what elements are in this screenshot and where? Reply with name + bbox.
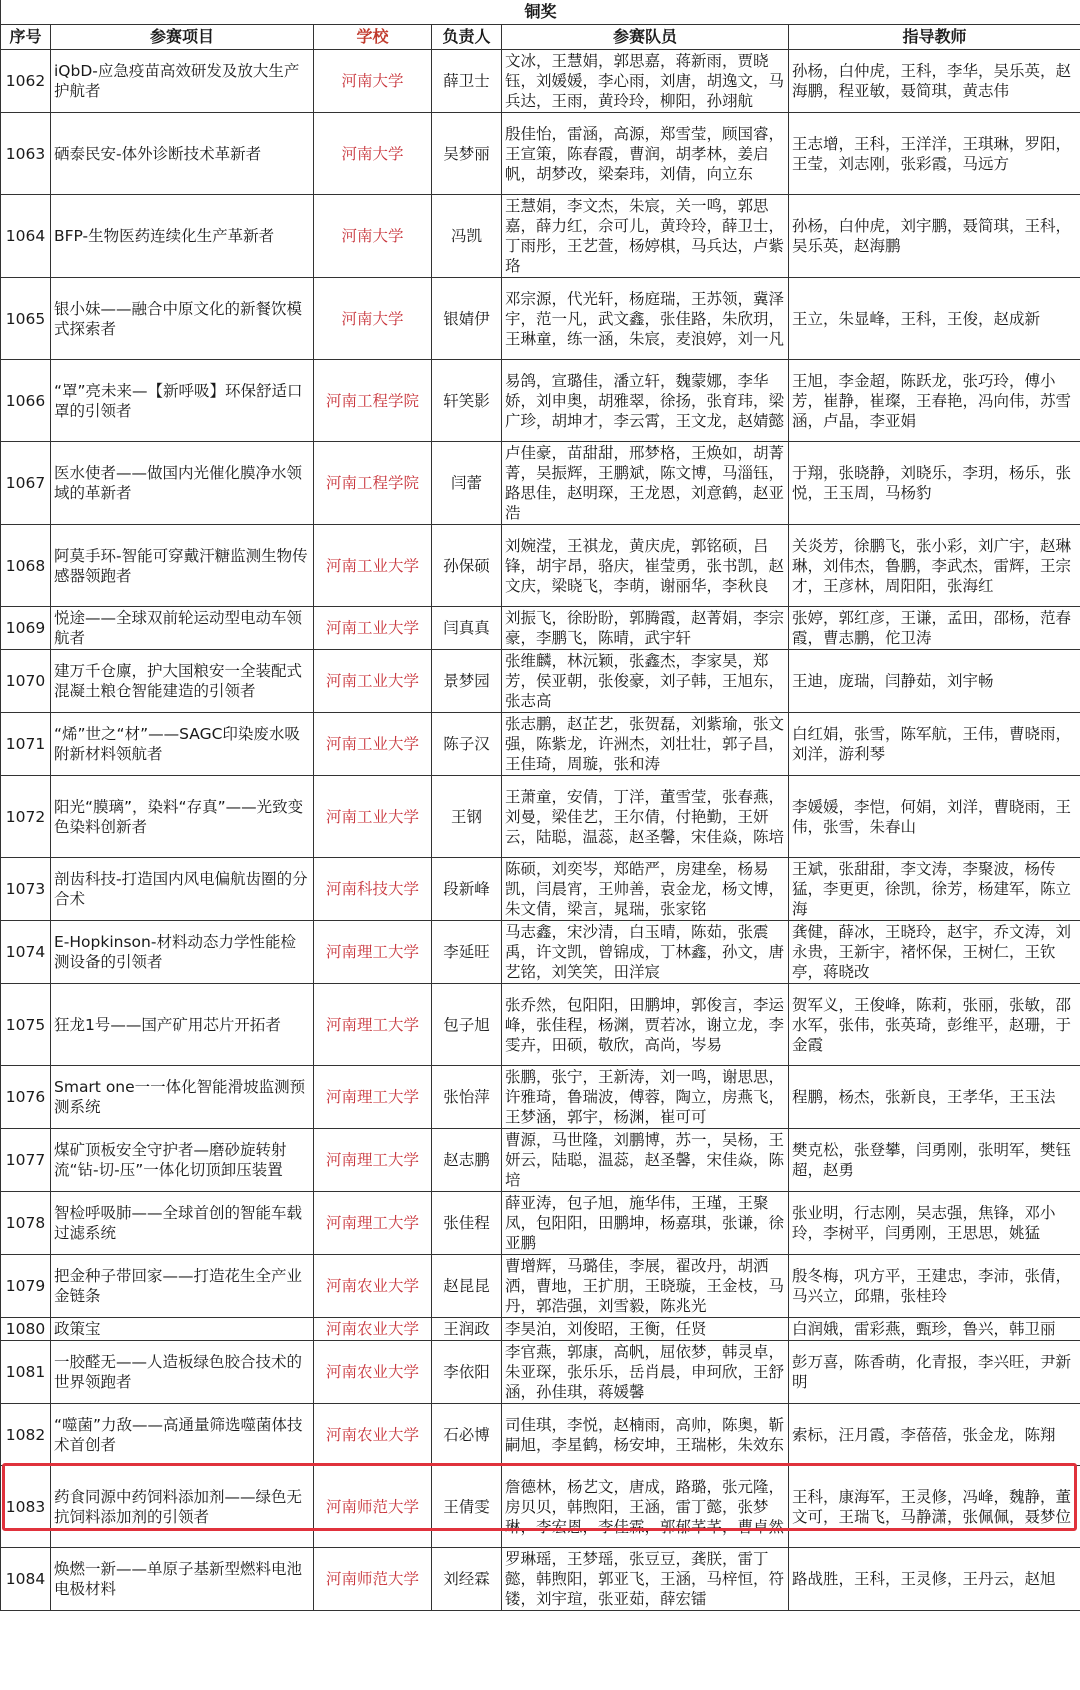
advisors: 路战胜，王科，王灵修，王丹云，赵旭 [789, 1548, 1080, 1611]
advisors: 贺军义，王俊峰，陈莉，张丽，张敏，邵水军，张伟，张英琦，彭维平，赵珊，于金霞 [789, 984, 1080, 1066]
school-name: 河南大学 [314, 195, 432, 278]
table-row [1, 1318, 1080, 1341]
row-number: 1067 [1, 442, 51, 525]
school-name: 河南工业大学 [314, 650, 432, 713]
table-row [1, 360, 1080, 442]
school-name: 河南大学 [314, 278, 432, 360]
row-number: 1072 [1, 776, 51, 858]
row-number: 1080 [1, 1318, 51, 1341]
table-row [1, 1466, 1080, 1548]
team-leader: 赵志鹏 [432, 1129, 502, 1192]
table-row [1, 858, 1080, 921]
advisors: 殷冬梅，巩方平，王建忠，李沛，张倩，马兴立，邱鼎，张桂玲 [789, 1255, 1080, 1318]
team-members: 马志鑫，宋沙清，白玉晴，陈茹，张震禹，许文凯，曾锦成，丁林鑫，孙文，唐艺铭，刘笑笑，田洋宸 [502, 921, 789, 984]
row-number: 1070 [1, 650, 51, 713]
advisors: 孙杨，白仲虎，王科，李华，吴乐英，赵海鹏，程亚敏，聂简琪，黄志伟 [789, 50, 1080, 113]
project-name: “噬菌”力敌——高通量筛选噬菌体技术首创者 [51, 1404, 314, 1466]
advisors: 索标，汪月霞，李蓓蓓，张金龙，陈翔 [789, 1404, 1080, 1466]
team-members: 薛亚涛，包子旭，施华伟，王瑾，王聚凤，包阳阳，田鹏坤，杨嘉琪，张谦，徐亚鹏 [502, 1192, 789, 1255]
team-leader: 薛卫士 [432, 50, 502, 113]
row-number: 1064 [1, 195, 51, 278]
team-members: 张鹏，张宁，王新涛，刘一鸣，谢思思，许雅琦，鲁瑞波，傅蓉，陶立，房燕飞，王梦涵，郭宇，杨渊，崔可可 [502, 1066, 789, 1129]
header-project: 参赛项目 [51, 25, 314, 50]
header-school: 学校 [314, 25, 432, 50]
school-name: 河南农业大学 [314, 1255, 432, 1318]
advisors: 王立，朱显峰，王科，王俊，赵成新 [789, 278, 1080, 360]
project-name: 剖齿科技-打造国内风电偏航齿圈的分合术 [51, 858, 314, 921]
row-number: 1076 [1, 1066, 51, 1129]
team-members: 卢佳豪，苗甜甜，邢梦格，王焕如，胡菁菁，吴振辉，王鹏斌，陈文博，马淄钰，路思佳，赵明琛，王龙恩，刘意鹤，赵亚浩 [502, 442, 789, 525]
table-row [1, 713, 1080, 776]
team-members: 邓宗源，代光轩，杨庭瑞，王苏领，冀泽宇，范一凡，武文鑫，张佳路，朱欣玥，王琳童，练一涵，朱宸，麦浪婷，刘一凡 [502, 278, 789, 360]
project-name: 医水使者——做国内光催化膜净水领域的革新者 [51, 442, 314, 525]
team-leader: 段新峰 [432, 858, 502, 921]
advisors: 程鹏，杨杰，张新良，王孝华，王玉法 [789, 1066, 1080, 1129]
row-number: 1062 [1, 50, 51, 113]
table-row [1, 1066, 1080, 1129]
team-members: 张维麟，林沅颖，张鑫杰，李家昊，郑芳，侯亚朝，张俊豪，刘子韩，王旭东，张志高 [502, 650, 789, 713]
school-name: 河南工程学院 [314, 442, 432, 525]
team-members: 王慧娟，李文杰，朱宸，关一鸣，郭思嘉，薛力红，佘可儿，黄玲玲，薛卫士，丁雨彤，王艺萱，杨婷棋，马兵达，卢紫珞 [502, 195, 789, 278]
table-caption: 铜奖 [1, 0, 1080, 25]
table-row [1, 1341, 1080, 1404]
school-name: 河南工业大学 [314, 607, 432, 650]
table-row [1, 525, 1080, 607]
project-name: 阿莫手环-智能可穿戴汗糖监测生物传感器领跑者 [51, 525, 314, 607]
project-name: 把金种子带回家——打造花生全产业金链条 [51, 1255, 314, 1318]
team-members: 陈硕，刘奕岑，郑皓严，房建垒，杨易凯，闫晨宵，王帅善，袁金龙，杨文博，朱文倩，梁言，晁瑞，张家铭 [502, 858, 789, 921]
project-name: Smart one一一体化智能滑坡监测预测系统 [51, 1066, 314, 1129]
row-number: 1083 [1, 1466, 51, 1548]
school-name: 河南工业大学 [314, 776, 432, 858]
project-name: 银小妹——融合中原文化的新餐饮模式探索者 [51, 278, 314, 360]
table-row [1, 1548, 1080, 1611]
table-row [1, 650, 1080, 713]
row-number: 1081 [1, 1341, 51, 1404]
header-teachers: 指导教师 [789, 25, 1080, 50]
row-number: 1073 [1, 858, 51, 921]
row-number: 1065 [1, 278, 51, 360]
project-name: “罩”亮未来—【新呼吸】环保舒适口罩的引领者 [51, 360, 314, 442]
school-name: 河南理工大学 [314, 984, 432, 1066]
team-leader: 陈子汉 [432, 713, 502, 776]
row-number: 1084 [1, 1548, 51, 1611]
team-leader: 轩笑影 [432, 360, 502, 442]
team-leader: 王钢 [432, 776, 502, 858]
project-name: 硒泰民安-体外诊断技术革新者 [51, 113, 314, 195]
advisors: 张业明，行志刚，吴志强，焦锋，邓小玲，李树平，闫勇刚，王思思，姚猛 [789, 1192, 1080, 1255]
team-leader: 冯凯 [432, 195, 502, 278]
team-members: 文冰，王慧娟，郭思嘉，蒋新雨，贾晓钰，刘媛媛，李心雨，刘唐，胡逸文，马兵达，王雨，黄玲玲，柳阳，孙翊航 [502, 50, 789, 113]
team-members: 李昊泊，刘俊昭，王衡，任贤 [502, 1318, 789, 1341]
row-number: 1069 [1, 607, 51, 650]
table-row [1, 278, 1080, 360]
project-name: BFP-生物医药连续化生产革新者 [51, 195, 314, 278]
team-leader: 银婧伊 [432, 278, 502, 360]
row-number: 1066 [1, 360, 51, 442]
table-row [1, 1129, 1080, 1192]
school-name: 河南农业大学 [314, 1404, 432, 1466]
table-row [1, 1192, 1080, 1255]
team-members: 詹德林，杨艺文，唐成，路璐，张元隆，房贝贝，韩煦阳，王涵，雷丁懿，张梦琳，李宏恩，李佳霖，郭郁芊芊，曹卓然 [502, 1466, 789, 1548]
school-name: 河南师范大学 [314, 1466, 432, 1548]
team-leader: 石必博 [432, 1404, 502, 1466]
advisors: 白红娟，张雪，陈军航，王伟，曹晓雨，刘洋，游利琴 [789, 713, 1080, 776]
school-name: 河南农业大学 [314, 1341, 432, 1404]
school-name: 河南科技大学 [314, 858, 432, 921]
table-row [1, 776, 1080, 858]
advisors: 关炎芳，徐鹏飞，张小彩，刘广宇，赵琳琳，刘伟杰，鲁鹏，李武杰，雷辉，王宗才，王彦林，周阳阳，张海红 [789, 525, 1080, 607]
school-name: 河南理工大学 [314, 1129, 432, 1192]
school-name: 河南工业大学 [314, 713, 432, 776]
header-no: 序号 [1, 25, 51, 50]
row-number: 1068 [1, 525, 51, 607]
team-leader: 刘经霖 [432, 1548, 502, 1611]
school-name: 河南工程学院 [314, 360, 432, 442]
header-members: 参赛队员 [502, 25, 789, 50]
advisors: 王科，康海军，王灵修，冯峰，魏静，董文可，王瑞飞，马静潇，张佩佩，聂梦位 [789, 1466, 1080, 1548]
project-name: 智检呼吸肺——全球首创的智能车载过滤系统 [51, 1192, 314, 1255]
team-leader: 孙保硕 [432, 525, 502, 607]
table-row [1, 442, 1080, 525]
team-leader: 李延旺 [432, 921, 502, 984]
table-caption-row [1, 0, 1080, 25]
team-members: 易鸽，宣璐佳，潘立轩，魏蒙娜，李华娇，刘申奥，胡雅翠，徐扬，张育玮，梁广珍，胡坤才，李云霄，王文龙，赵婧懿 [502, 360, 789, 442]
advisors: 白润娥，雷彩燕，甄珍，鲁兴，韩卫丽 [789, 1318, 1080, 1341]
table-row [1, 1404, 1080, 1466]
team-members: 司佳琪，李悦，赵楠雨，高帅，陈奥，靳嗣旭，李星鹤，杨安坤，王瑞彬，朱效东 [502, 1404, 789, 1466]
team-members: 张乔然，包阳阳，田鹏坤，郭俊言，李运峰，张佳程，杨渊，贾若冰，谢立龙，李雯卉，田硕，敬欣，高尚，岑易 [502, 984, 789, 1066]
row-number: 1071 [1, 713, 51, 776]
team-members: 殷佳怡，雷涵，高源，郑雪莹，顾国睿，王宣策，陈春霞，曹润，胡孝林，姜启帆，胡梦改，梁秦玮，刘倩，向立东 [502, 113, 789, 195]
row-number: 1078 [1, 1192, 51, 1255]
team-leader: 张怡萍 [432, 1066, 502, 1129]
team-members: 刘婉滢，王祺龙，黄庆虎，郭铭硕，吕锋，胡宇昂，骆庆，崔莹勇，张书凯，赵文庆，梁晓飞，李萌，谢丽华，李秋良 [502, 525, 789, 607]
table-row [1, 195, 1080, 278]
school-name: 河南大学 [314, 50, 432, 113]
advisors: 彭万喜，陈香萌，化青报，李兴旺，尹新明 [789, 1341, 1080, 1404]
table-row [1, 984, 1080, 1066]
team-leader: 景梦园 [432, 650, 502, 713]
school-name: 河南师范大学 [314, 1548, 432, 1611]
advisors: 张婷，郭红彦，王谦，孟田，邵杨，范春霞，曹志鹏，佗卫涛 [789, 607, 1080, 650]
table-row [1, 113, 1080, 195]
project-name: 建万千仓廪，护大国粮安一全装配式混凝土粮仓智能建造的引领者 [51, 650, 314, 713]
school-name: 河南理工大学 [314, 921, 432, 984]
team-leader: 王润政 [432, 1318, 502, 1341]
project-name: E-Hopkinson-材料动态力学性能检测设备的引领者 [51, 921, 314, 984]
advisors: 李媛媛，李恺，何娟，刘洋，曹晓雨，王伟，张雪，朱春山 [789, 776, 1080, 858]
advisors: 龚健，薛冰，王晓玲，赵宇，乔文涛，刘永贵，王新宇，褚怀保，王树仁，王钦亭，蒋晓改 [789, 921, 1080, 984]
row-number: 1075 [1, 984, 51, 1066]
team-leader: 李依阳 [432, 1341, 502, 1404]
row-number: 1077 [1, 1129, 51, 1192]
advisors: 于翔，张晓静，刘晓乐，李玥，杨乐，张悦，王玉周，马杨豹 [789, 442, 1080, 525]
advisors: 王斌，张甜甜，李文涛，李聚波，杨传猛，李更更，徐凯，徐芳，杨建军，陈立海 [789, 858, 1080, 921]
team-members: 罗琳瑶，王梦瑶，张豆豆，龚朕，雷丁懿，韩煦阳，郭亚飞，王涵，马梓恒，符镂，刘宇瑄，张亚茹，薛宏镭 [502, 1548, 789, 1611]
table-row [1, 607, 1080, 650]
school-name: 河南工业大学 [314, 525, 432, 607]
row-number: 1074 [1, 921, 51, 984]
school-name: 河南大学 [314, 113, 432, 195]
team-members: 刘振飞，徐盼盼，郭腾霞，赵菁娟，李宗豪，李鹏飞，陈晴，武宇轩 [502, 607, 789, 650]
team-members: 李官燕，郭康，高帆，屈依梦，韩灵卓，朱亚琛，张乐乐，岳肖晨，申珂欣，王舒涵，孙佳琪，蒋媛馨 [502, 1341, 789, 1404]
team-leader: 赵昆昆 [432, 1255, 502, 1318]
table-row [1, 50, 1080, 113]
team-members: 曹增辉，马璐佳，李展，翟改丹，胡洒洒，曹地，王扩朋，王晓璇，王金枝，马丹，郭浩强，刘雪毅，陈兆光 [502, 1255, 789, 1318]
advisors: 孙杨，白仲虎，刘宇鹏，聂简琪，王科，吴乐英，赵海鹏 [789, 195, 1080, 278]
project-name: 焕燃一新——单原子基新型燃料电池电极材料 [51, 1548, 314, 1611]
team-leader: 闫蕾 [432, 442, 502, 525]
team-members: 张志鹏，赵芷艺，张贺磊，刘紫瑜，张文强，陈紫龙，许洲杰，刘壮壮，郭子昌，王佳琦，周璇，张和涛 [502, 713, 789, 776]
table-header-row [1, 25, 1080, 50]
project-name: 一胶醛无——人造板绿色胶合技术的世界领跑者 [51, 1341, 314, 1404]
project-name: 政策宝 [51, 1318, 314, 1341]
project-name: 药食同源中药饲料添加剂——绿色无抗饲料添加剂的引领者 [51, 1466, 314, 1548]
team-leader: 吴梦丽 [432, 113, 502, 195]
row-number: 1063 [1, 113, 51, 195]
team-leader: 王倩雯 [432, 1466, 502, 1548]
school-name: 河南理工大学 [314, 1066, 432, 1129]
team-leader: 张佳程 [432, 1192, 502, 1255]
project-name: 狂龙1号——国产矿用芯片开拓者 [51, 984, 314, 1066]
row-number: 1079 [1, 1255, 51, 1318]
table-row [1, 1255, 1080, 1318]
advisors: 王志增，王科，王洋洋，王琪琳，罗阳，王莹，刘志刚，张彩霞，马远方 [789, 113, 1080, 195]
table-row [1, 921, 1080, 984]
advisors: 樊克松，张登攀，闫勇刚，张明军，樊钰超，赵勇 [789, 1129, 1080, 1192]
school-name: 河南理工大学 [314, 1192, 432, 1255]
project-name: 阳光“膜璃”，染料“存真”——光致变色染料创新者 [51, 776, 314, 858]
team-leader: 闫真真 [432, 607, 502, 650]
advisors: 王旭，李金超，陈跃龙，张巧玲，傅小芳，崔静，崔璨，王春艳，冯向伟，苏雪涵，卢晶，李亚娟 [789, 360, 1080, 442]
team-members: 曹源，马世隆，刘鹏博，苏一，吴杨，王妍云，陆聪，温蕊，赵圣馨，宋佳焱，陈培 [502, 1129, 789, 1192]
project-name: “烯”世之“材”——SAGC印染废水吸附新材料领航者 [51, 713, 314, 776]
advisors: 王迪，庞瑞，闫静茹，刘宇畅 [789, 650, 1080, 713]
school-name: 河南农业大学 [314, 1318, 432, 1341]
project-name: 悦途——全球双前轮运动型电动车领航者 [51, 607, 314, 650]
project-name: iQbD-应急疫苗高效研发及放大生产护航者 [51, 50, 314, 113]
header-leader: 负责人 [432, 25, 502, 50]
row-number: 1082 [1, 1404, 51, 1466]
project-name: 煤矿顶板安全守护者—磨砂旋转射流“钻-切-压”一体化切顶卸压装置 [51, 1129, 314, 1192]
team-leader: 包子旭 [432, 984, 502, 1066]
team-members: 王萧童，安倩，丁洋，董雪莹，张春燕，刘曼，梁佳艺，王尔倩，付艳勤，王妍云，陆聪，温蕊，赵圣馨，宋佳焱，陈培 [502, 776, 789, 858]
